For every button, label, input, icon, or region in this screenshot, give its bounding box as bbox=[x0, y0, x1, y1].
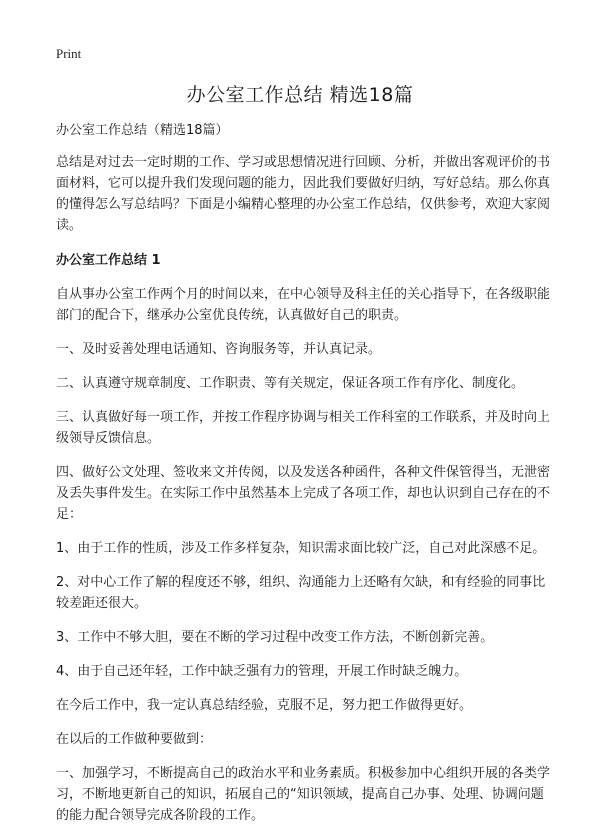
body-paragraph: 3、工作中不够大胆，要在不断的学习过程中改变工作方法，不断创新完善。 bbox=[56, 630, 494, 645]
body-paragraph: 四、做好公文处理、签收来文并传阅，以及发送各种函件，各种文件保管得当，无泄密及丢失事件发生。在实际工作中虽然基本上完成了各项工作，却也认识到自己存在的不足： bbox=[56, 465, 551, 522]
body-paragraph: 一、加强学习，不断提高自己的政治水平和业务素质。积极参加中心组织开展的各类学习，不断地更新自己的知识，拓展自己的“知识领域，提高自己办事、处理、协调问题的能力配合领导完成各阶段的工作。 bbox=[56, 766, 551, 823]
section-heading: 办公室工作总结 1 bbox=[56, 253, 161, 268]
body-paragraph: 自从事办公室工作两个月的时间以来，在中心领导及科主任的关心指导下，在各级职能部门的配合下，继承办公室优良传统，认真做好自己的职责。 bbox=[56, 287, 551, 323]
intro-paragraph: 总结是对过去一定时期的工作、学习或思想情况进行回顾、分析，并做出客观评价的书面材料，它可以提升我们发现问题的能力，因此我们要做好归纳，写好总结。那么你真的懂得怎么写总结吗？下面是小编精心整理的办公室工作总结，仅供参考，欢迎大家阅读。 bbox=[56, 155, 551, 233]
body-paragraph: 2、对中心工作了解的程度还不够，组织、沟通能力上还略有欠缺，和有经验的同事比较差距还很大。 bbox=[56, 575, 546, 611]
body-paragraph: 三、认真做好每一项工作，并按工作程序协调与相关工作科室的工作联系，并及时向上级领导反馈信息。 bbox=[56, 410, 551, 446]
body-paragraph: 在以后的工作做种要做到： bbox=[56, 732, 213, 747]
print-link[interactable]: Print bbox=[56, 46, 82, 61]
body-paragraph: 4、由于自己还年轻，工作中缺乏强有力的管理，开展工作时缺乏魄力。 bbox=[56, 664, 468, 679]
body-paragraph: 在今后工作中，我一定认真总结经验，克服不足，努力把工作做得更好。 bbox=[56, 698, 473, 713]
body-paragraph: 一、及时妥善处理电话通知、咨询服务等，并认真记录。 bbox=[56, 342, 382, 357]
page-title: 办公室工作总结 精选18篇 bbox=[186, 84, 414, 106]
body-paragraph: 1、由于工作的性质，涉及工作多样复杂，知识需求面比较广泛，自己对此深感不足。 bbox=[56, 541, 546, 556]
document-body bbox=[56, 120, 550, 839]
document-subtitle: 办公室工作总结（精选18篇） bbox=[56, 123, 229, 138]
body-paragraph: 二、认真遵守规章制度、工作职责、等有关规定，保证各项工作有序化、制度化。 bbox=[56, 376, 525, 391]
